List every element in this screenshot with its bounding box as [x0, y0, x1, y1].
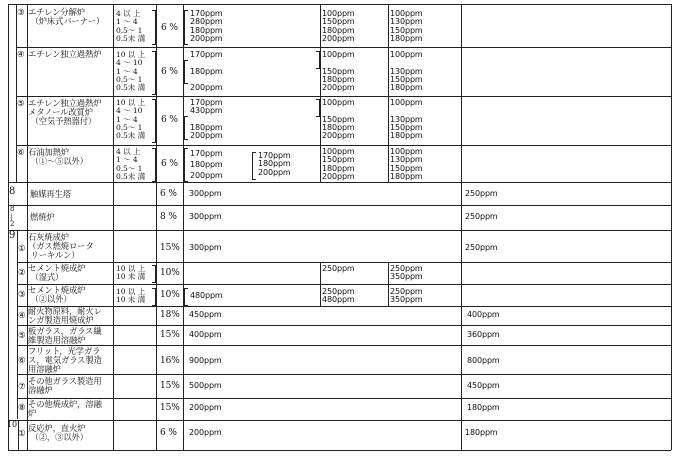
- ppm-values-1: 480ppm: [190, 291, 223, 300]
- brace: [152, 99, 156, 143]
- brace: [152, 51, 156, 95]
- grid-line: [17, 306, 671, 307]
- oxygen-concentration: 6 %: [161, 23, 178, 33]
- grid-line: [8, 230, 671, 231]
- facility-label: 反応炉，直火炉 （②，③以外）: [28, 423, 88, 442]
- brace: [184, 60, 188, 84]
- facility-label: 耐火物原料，耐火レ ンガ製造用焼成炉: [28, 306, 102, 325]
- ppm-values-4: 180ppm: [467, 403, 500, 412]
- ppm-values-3: 250ppm 350ppm: [390, 287, 423, 305]
- row-mark: ④: [17, 49, 25, 59]
- brace: [252, 152, 256, 180]
- brace: [316, 99, 320, 117]
- oxygen-concentration: 10%: [160, 268, 180, 278]
- grid-line: [671, 4, 672, 450]
- row-mark: ②: [18, 267, 26, 277]
- ppm-values-1: 170ppm 180ppm 200ppm: [190, 149, 223, 180]
- grid-line: [461, 4, 462, 450]
- ppm-values-4: 360ppm: [467, 330, 500, 339]
- facility-label: エチレン独立過熱炉 メタノール改質炉 （空気予熱器付）: [28, 98, 102, 126]
- ppm-values-1: 900ppm: [189, 356, 222, 365]
- ppm-values-4: 450ppm: [467, 381, 500, 390]
- brace: [316, 51, 320, 69]
- grid-line: [8, 205, 671, 206]
- grid-line: [16, 96, 671, 97]
- ppm-values-1: 170ppm 280ppm 180ppm 200ppm: [190, 9, 223, 43]
- oxygen-concentration: 16%: [160, 356, 180, 366]
- row-number: 10: [7, 420, 17, 429]
- row-mark: ⑥: [17, 147, 25, 157]
- facility-label: エチレン独立過熱炉: [28, 49, 102, 59]
- grid-line: [17, 284, 671, 285]
- ppm-values-4: 400ppm: [467, 310, 500, 319]
- oxygen-concentration: 10%: [160, 290, 180, 300]
- capacity-ranges: 10 以 上 10 未 満: [116, 287, 146, 305]
- grid-line: [8, 4, 671, 5]
- ppm-values-1: 200ppm: [189, 403, 222, 412]
- facility-label: セメント焼成炉 （湿式）: [28, 263, 86, 282]
- oxygen-concentration: 15%: [160, 403, 180, 413]
- oxygen-concentration: 6 %: [161, 159, 178, 169]
- facility-label: その他焼成炉，溶融 炉: [28, 399, 102, 418]
- ppm-values-1: 450ppm: [189, 310, 222, 319]
- grid-line: [16, 47, 671, 48]
- grid-line: [388, 4, 389, 182]
- grid-line: [16, 145, 671, 146]
- brace: [152, 288, 156, 306]
- facility-label: フリット，光学ガラ ス，電気ガラス製造 用溶融炉: [28, 346, 102, 374]
- row-mark: ③: [18, 289, 26, 299]
- grid-line: [320, 4, 321, 182]
- capacity-ranges: 4 以 上 1 ～ 4 0.5～ 1 0.5未 満: [116, 147, 146, 181]
- row-number: 8 | 2: [10, 205, 15, 228]
- ppm-values-3: 100ppm 130ppm 150ppm 180ppm: [390, 50, 423, 93]
- ppm-values-2: 100ppm 150ppm 180ppm 200ppm: [322, 147, 355, 181]
- ppm-values-3: 250ppm 350ppm: [390, 264, 423, 282]
- brace: [152, 265, 156, 283]
- brace: [184, 10, 188, 45]
- grid-line: [156, 4, 157, 450]
- ppm-values-4: 250ppm: [465, 212, 498, 221]
- ppm-values-1: 300ppm: [189, 243, 222, 252]
- row-mark: ①: [18, 428, 26, 438]
- row-mark: ⑤: [18, 330, 26, 340]
- ppm-values-1: 300ppm: [189, 212, 222, 221]
- ppm-values-1: 500ppm: [189, 381, 222, 390]
- capacity-ranges: 10 以 上 4 ～ 10 1 ～ 4 0.5～ 1 0.5未 満: [116, 50, 146, 93]
- brace: [184, 148, 188, 182]
- row-mark: ⑥: [18, 355, 26, 365]
- oxygen-concentration: 6 %: [160, 189, 177, 199]
- ppm-values-2: 100ppm 150ppm 180ppm 200ppm: [322, 9, 355, 43]
- capacity-ranges: 10 以 上 4 ～ 10 1 ～ 4 0.5～ 1 0.5未 満: [116, 98, 146, 141]
- row-mark: ④: [18, 310, 26, 320]
- oxygen-concentration: 18%: [160, 310, 180, 320]
- facility-label: 触媒再生塔: [30, 189, 71, 199]
- ppm-values-4: 250ppm: [465, 189, 498, 198]
- facility-label: エチレン分解炉 （炉床式バーナー）: [28, 7, 105, 26]
- capacity-ranges: 4 以 上 1 ～ 4 0.5～ 1 0.5未 満: [116, 9, 146, 43]
- row-mark: ③: [17, 7, 25, 17]
- grid-line: [17, 262, 671, 263]
- ppm-values-1: 400ppm: [189, 330, 222, 339]
- ppm-values-1: 300ppm: [189, 189, 222, 198]
- oxygen-concentration: 15%: [160, 243, 180, 253]
- ppm-values-3: 100ppm 130ppm 150ppm 180ppm: [390, 147, 423, 181]
- ppm-values-4: 250ppm: [465, 243, 498, 252]
- brace: [152, 148, 156, 182]
- grid-line: [17, 398, 671, 399]
- ppm-values-2: 100ppm 150ppm 180ppm 200ppm: [322, 98, 355, 141]
- brace: [184, 288, 188, 306]
- row-number: 8: [9, 186, 16, 197]
- brace: [184, 116, 188, 140]
- facility-label: 石油加熱炉 （①～⑤以外）: [28, 147, 88, 166]
- row-mark: ⑧: [18, 402, 26, 412]
- ppm-values-2: 100ppm 150ppm 180ppm 200ppm: [322, 50, 355, 93]
- oxygen-concentration: 6 %: [160, 428, 177, 438]
- row-mark: ⑤: [17, 98, 25, 108]
- oxygen-concentration: 15%: [160, 330, 180, 340]
- facility-label: 燃焼炉: [30, 212, 55, 222]
- row-number: 9: [9, 230, 16, 241]
- grid-line: [113, 4, 114, 450]
- oxygen-concentration: 8 %: [160, 212, 177, 222]
- ppm-values-1b: 170ppm 180ppm 200ppm: [258, 151, 291, 177]
- grid-line: [8, 182, 671, 183]
- ppm-values-1: 200ppm: [189, 428, 222, 437]
- grid-line: [17, 345, 671, 346]
- grid-line: [8, 420, 671, 421]
- ppm-values-2: 250ppm 480ppm: [322, 287, 355, 305]
- oxygen-concentration: 6 %: [161, 115, 178, 125]
- ppm-values-4: 180ppm: [465, 428, 498, 437]
- facility-label: セメント焼成炉 （②以外）: [28, 285, 86, 304]
- ppm-values-3: 100ppm 130ppm 150ppm 180ppm: [390, 98, 423, 141]
- facility-label: 板ガラス，ガラス繊 維製造用溶融炉: [28, 326, 102, 345]
- facility-label: その他ガラス製造用 溶融炉: [28, 376, 102, 395]
- ppm-values-3: 100ppm 130ppm 150ppm 180ppm: [390, 9, 423, 43]
- brace: [152, 10, 156, 45]
- ppm-values-4: 800ppm: [467, 356, 500, 365]
- grid-line: [8, 4, 9, 450]
- grid-line: [17, 325, 671, 326]
- ppm-values-1: 170ppm 430ppm 180ppm 200ppm: [190, 98, 223, 141]
- ppm-values-2: 250ppm: [322, 264, 355, 273]
- grid-line: [8, 450, 671, 451]
- capacity-ranges: 10 以 上 10 未 満: [116, 264, 146, 282]
- row-mark: ⑦: [18, 381, 26, 391]
- oxygen-concentration: 6 %: [161, 67, 178, 77]
- grid-line: [17, 374, 671, 375]
- row-mark: ①: [18, 243, 26, 253]
- ppm-values-1: 170ppm 180ppm 200ppm: [190, 50, 223, 93]
- facility-label: 石灰焼成炉 （ガス燃焼ロータ リーキルン）: [28, 232, 94, 260]
- oxygen-concentration: 15%: [160, 381, 180, 391]
